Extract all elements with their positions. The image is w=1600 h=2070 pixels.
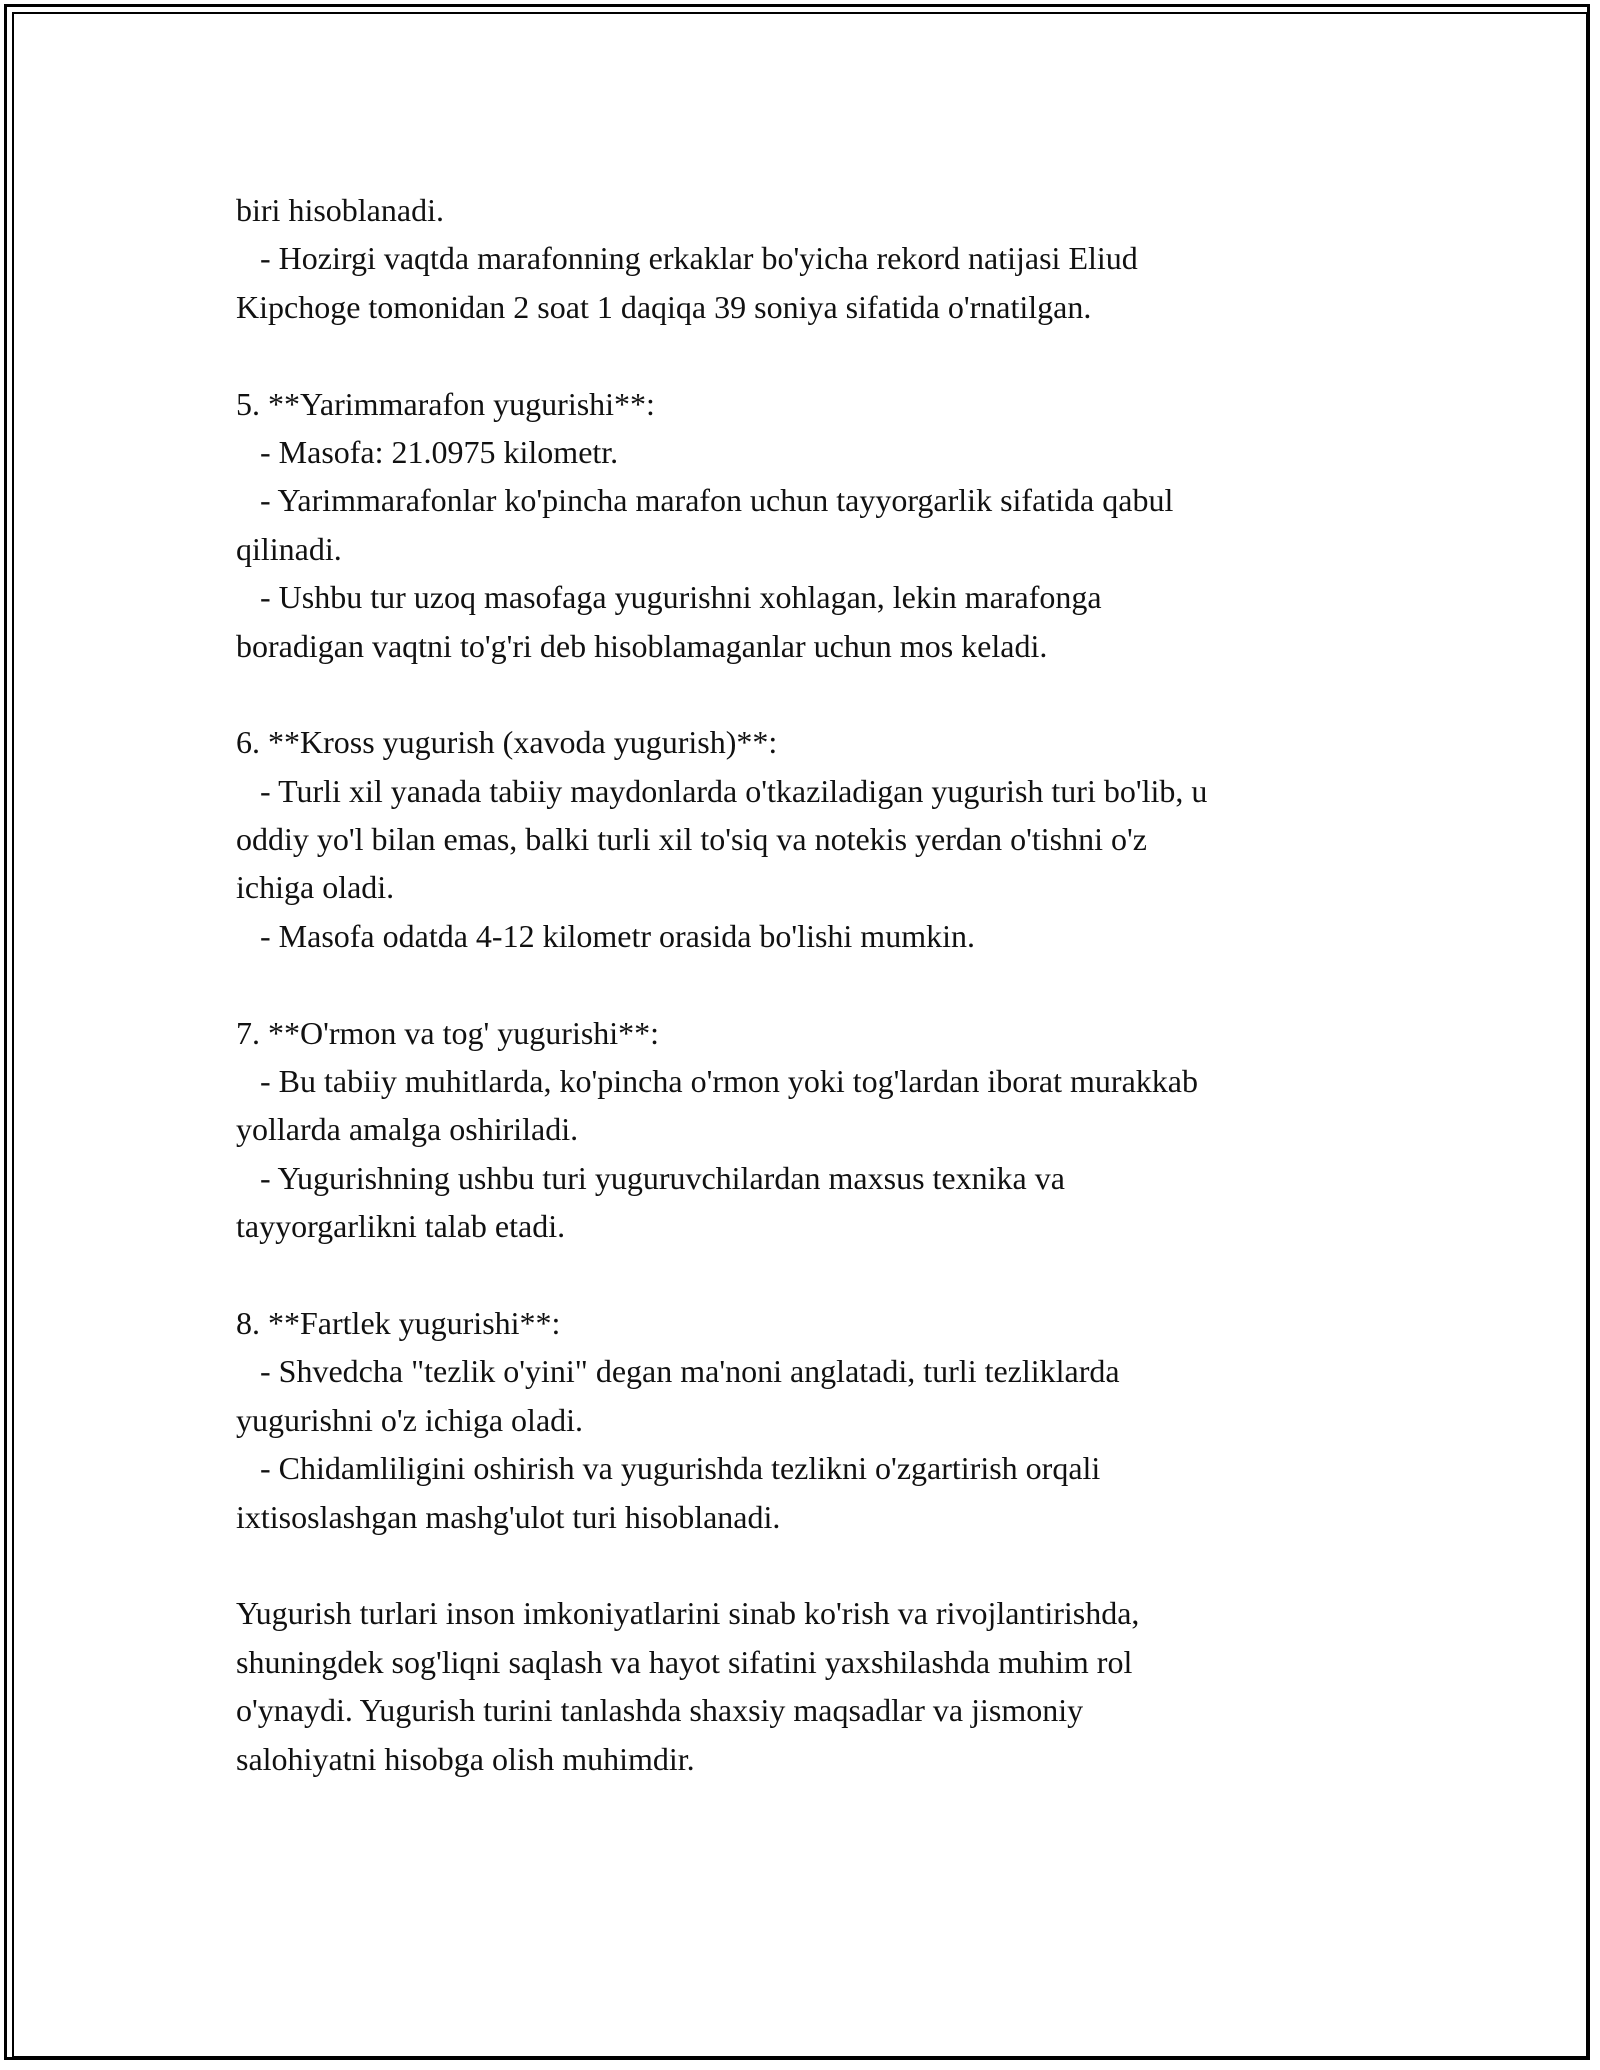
text-line: - Bu tabiiy muhitlarda, ko'pincha o'rmon yoki tog'lardan iborat murakkab (236, 1063, 1198, 1100)
text-line: - Yarimmarafonlar ko'pincha marafon uchun tayyorgarlik sifatida qabul (236, 482, 1174, 519)
text-line: - Yugurishning ushbu turi yuguruvchilardan maxsus texnika va (236, 1159, 1065, 1196)
blank-line (236, 960, 1376, 1008)
blank-line (236, 331, 1376, 379)
blank-line (236, 670, 1376, 718)
blank-line (236, 1251, 1376, 1299)
text-line: Kipchoge tomonidan 2 soat 1 daqiqa 39 soniya sifatida o'rnatilgan. (236, 288, 1092, 325)
conclusion-line: shuningdek sog'liqni saqlash va hayot sifatini yaxshilashda muhim rol (236, 1643, 1133, 1680)
text-line: - Chidamliligini oshirish va yugurishda tezlikni o'zgartirish orqali (236, 1450, 1101, 1487)
text-line: - Ushbu tur uzoq masofaga yugurishni xohlagan, lekin marafonga (236, 579, 1102, 616)
text-line: oddiy yo'l bilan emas, balki turli xil to'siq va notekis yerdan o'tishni o'z (236, 821, 1147, 858)
text-line: biri hisoblanadi. (236, 192, 444, 228)
text-line: yugurishni o'z ichiga oladi. (236, 1401, 584, 1438)
conclusion-line: o'ynaydi. Yugurish turini tanlashda shaxsiy maqsadlar va jismoniy (236, 1692, 1084, 1729)
blank-line (236, 1541, 1376, 1589)
text-line: - Hozirgi vaqtda marafonning erkaklar bo'yicha rekord natijasi Eliud (236, 240, 1138, 277)
text-line: ichiga oladi. (236, 869, 395, 906)
section-heading-6: 6. **Kross yugurish (xavoda yugurish)**: (236, 724, 778, 761)
text-line: boradigan vaqtni to'g'ri deb hisoblamaganlar uchun mos keladi. (236, 627, 1048, 664)
conclusion-line: Yugurish turlari inson imkoniyatlarini sinab ko'rish va rivojlantirishda, (236, 1595, 1140, 1632)
section-heading-7: 7. **O'rmon va tog' yugurishi**: (236, 1014, 660, 1051)
text-line: - Turli xil yanada tabiiy maydonlarda o'tkaziladigan yugurish turi bo'lib, u (236, 772, 1208, 809)
section-heading-5: 5. **Yarimmarafon yugurishi**: (236, 385, 655, 422)
text-line: - Masofa odatda 4-12 kilometr orasida bo'lishi mumkin. (236, 917, 975, 954)
document-body (236, 186, 1376, 1783)
section-heading-8: 8. **Fartlek yugurishi**: (236, 1304, 561, 1341)
text-line: yollarda amalga oshiriladi. (236, 1111, 579, 1148)
text-line: - Masofa: 21.0975 kilometr. (236, 433, 619, 470)
text-line: tayyorgarlikni talab etadi. (236, 1208, 566, 1245)
text-line: - Shvedcha "tezlik o'yini" degan ma'noni anglatadi, turli tezliklarda (236, 1353, 1120, 1390)
text-line: ixtisoslashgan mashg'ulot turi hisoblanadi. (236, 1498, 781, 1535)
text-line: qilinadi. (236, 530, 342, 567)
conclusion-line: salohiyatni hisobga olish muhimdir. (236, 1740, 695, 1777)
